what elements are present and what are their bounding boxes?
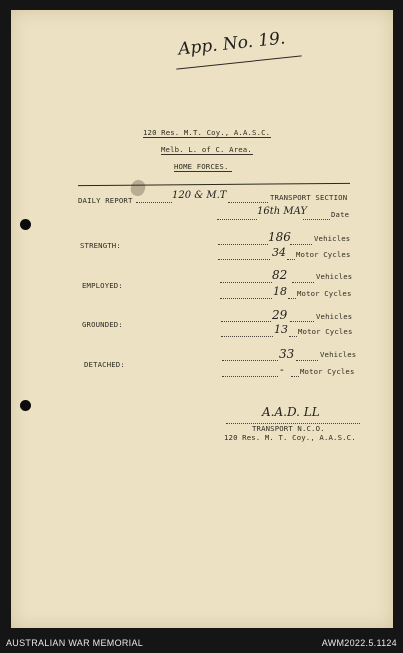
forces-heading-underline	[174, 171, 232, 172]
employed-motor-cycles-value: 18	[273, 285, 287, 298]
unit-heading: 120 Res. M.T. Coy., A.A.S.C.	[143, 128, 271, 137]
signatory-title: TRANSPORT N.C.O.	[252, 424, 325, 433]
employed-vehicles-dots-2	[292, 282, 314, 283]
date-dots-1	[217, 219, 257, 220]
grounded-label: GROUNDED:	[82, 320, 123, 329]
report-unit-handwritten: 120 & M.T	[172, 190, 227, 201]
grounded-vehicles-value: 29	[272, 308, 288, 322]
forces-heading: HOME FORCES.	[174, 162, 229, 171]
accession-number: AWM2022.5.1124	[321, 638, 397, 648]
grounded-mc-dots-1	[221, 336, 273, 337]
report-dots-1	[136, 202, 172, 203]
strength-motor-cycles-label: Motor Cycles	[296, 250, 351, 259]
strength-vehicles-dots-2	[290, 244, 312, 245]
grounded-vehicles-dots-1	[221, 321, 271, 322]
transport-section-label: TRANSPORT SECTION	[270, 193, 348, 202]
unit-heading-underline	[143, 137, 271, 138]
report-dots-2	[228, 202, 268, 203]
employed-motor-cycles-label: Motor Cycles	[297, 289, 352, 298]
handwritten-appendix-number: App. No. 19.	[177, 28, 287, 60]
area-heading: Melb. L. of C. Area.	[161, 145, 252, 154]
employed-label: EMPLOYED:	[82, 281, 123, 290]
detached-motor-cycles-value: -	[280, 363, 284, 376]
detached-vehicles-dots-2	[296, 360, 318, 361]
punch-hole-top	[20, 219, 31, 230]
employed-mc-dots-1	[220, 298, 272, 299]
strength-motor-cycles-value: 34	[272, 246, 286, 259]
daily-report-label: DAILY REPORT	[78, 196, 133, 205]
detached-vehicles-value: 33	[279, 347, 295, 361]
employed-mc-dots-2	[288, 298, 296, 299]
employed-vehicles-dots-1	[220, 282, 272, 283]
detached-vehicles-label: Vehicles	[320, 350, 357, 359]
strength-mc-dots-2	[287, 259, 295, 260]
employed-vehicles-value: 82	[272, 268, 288, 282]
signatory-unit: 120 Res. M. T. Coy., A.A.S.C.	[224, 433, 356, 442]
ink-smudge	[129, 178, 148, 198]
grounded-motor-cycles-label: Motor Cycles	[298, 327, 353, 336]
grounded-mc-dots-2	[289, 336, 297, 337]
detached-mc-dots-1	[222, 376, 278, 377]
strength-label: STRENGTH:	[80, 241, 121, 250]
grounded-vehicles-label: Vehicles	[316, 312, 353, 321]
employed-vehicles-label: Vehicles	[316, 272, 353, 281]
punch-hole-bottom	[20, 400, 31, 411]
strength-vehicles-label: Vehicles	[314, 234, 351, 243]
date-dots-2	[303, 219, 330, 220]
area-heading-underline	[161, 154, 253, 155]
detached-mc-dots-2	[291, 376, 299, 377]
strength-vehicles-dots-1	[218, 244, 268, 245]
detached-motor-cycles-label: Motor Cycles	[300, 367, 355, 376]
archive-credit: AUSTRALIAN WAR MEMORIAL	[6, 638, 144, 648]
date-label: Date	[331, 210, 350, 219]
detached-vehicles-dots-1	[222, 360, 278, 361]
detached-label: DETACHED:	[84, 360, 125, 369]
strength-mc-dots-1	[218, 259, 270, 260]
strength-vehicles-value: 186	[268, 230, 291, 244]
handwritten-signature: A.A.D. LL	[262, 405, 320, 419]
date-value-handwritten: 16th MAY	[257, 206, 308, 217]
grounded-motor-cycles-value: 13	[274, 323, 288, 336]
grounded-vehicles-dots-2	[290, 321, 314, 322]
